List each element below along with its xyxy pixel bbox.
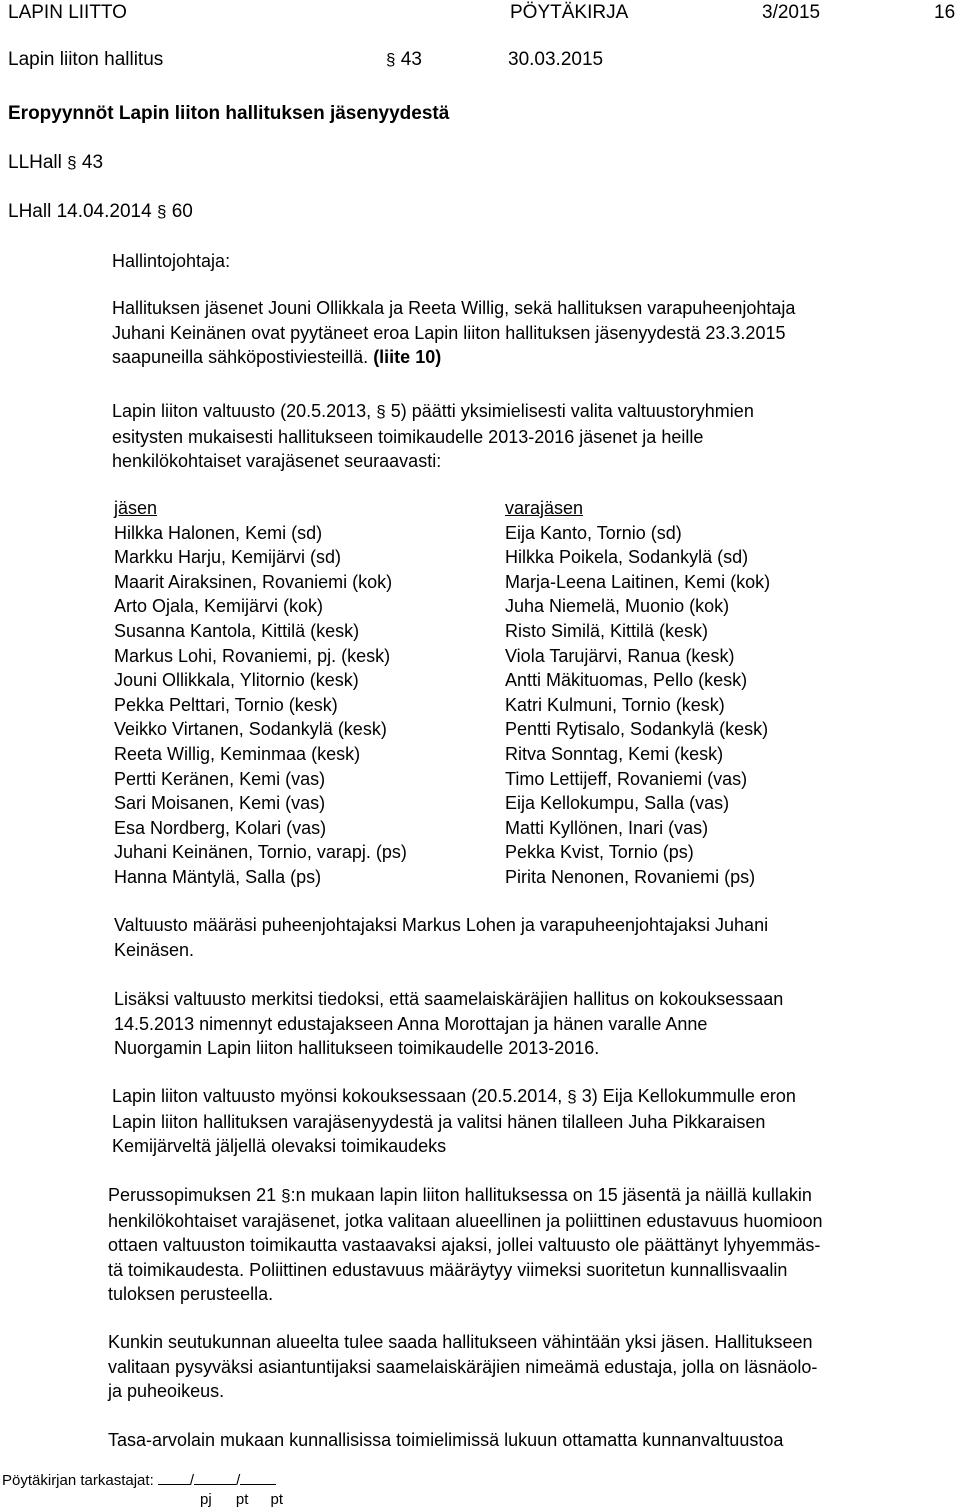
footer-slash-2: / — [236, 1472, 241, 1489]
charter-line-1a: Perussopimuksen 21 — [108, 1185, 277, 1205]
intro-paragraph — [112, 296, 795, 370]
deputy-item: Ritva Sonntag, Kemi (kesk) — [505, 743, 724, 764]
member-item: Sari Moisanen, Kemi (vas) — [114, 793, 326, 814]
member-item: Hilkka Halonen, Kemi (sd) — [114, 522, 323, 543]
charter-paragraph — [108, 1183, 822, 1307]
ref-lhall — [8, 201, 193, 223]
council-section-sign: § — [376, 402, 386, 421]
sami-line-1: Lisäksi valtuusto merkitsi tiedoksi, että saamelaiskäräjien hallitus on kokouksessaan — [114, 989, 784, 1009]
deputy-item: Pekka Kvist, Tornio (ps) — [505, 842, 694, 863]
ref-llhall — [8, 152, 103, 174]
section-number: 43 — [400, 49, 422, 70]
member-item: Veikko Virtanen, Sodankylä (kesk) — [114, 719, 387, 740]
attachment-ref: (liite 10) — [373, 347, 442, 368]
equality-paragraph — [108, 1428, 783, 1453]
sami-paragraph — [114, 987, 783, 1061]
member-item: Maarit Airaksinen, Rovaniemi (kok) — [114, 571, 393, 592]
page-number: 16 — [934, 2, 956, 23]
member-item: Esa Nordberg, Kolari (vas) — [114, 817, 327, 838]
footer-sign-line-1 — [158, 1470, 190, 1485]
footer-reviewers — [2, 1470, 276, 1490]
intro-line-1: Hallituksen jäsenet Jouni Ollikkala ja Reeta Willig, sekä hallituksen varapuheenjohtaja — [112, 298, 796, 318]
chairs-line-1: Valtuusto määräsi puheenjohtajaksi Markus Lohen ja varapuheenjohtajaksi Juhani — [114, 915, 769, 935]
council-line-1b: 5) päätti yksimielisesti valita valtuustoryhmien — [390, 401, 754, 421]
member-item: Hanna Mäntylä, Salla (ps) — [114, 866, 322, 887]
doc-number: 3/2015 — [762, 2, 821, 23]
ref-llhall-number: 43 — [81, 152, 104, 173]
release-line-1 — [112, 1084, 796, 1110]
council-line-3: henkilökohtaiset varajäsenet seuraavasti: — [112, 451, 442, 472]
release-line-1b: 3) Eija Kellokummulle eron — [581, 1086, 796, 1106]
section-sign: § — [386, 50, 396, 69]
member-item: Juhani Keinänen, Tornio, varapj. (ps) — [114, 842, 407, 863]
release-line-1a: Lapin liiton valtuusto myönsi kokouksessaan (20.5.2014, — [112, 1086, 563, 1106]
charter-line-3: ottaen valtuuston toimikautta vastaavaksi ajaksi, jollei valtuusto ole päättänyt lyhyemmäs- — [108, 1235, 821, 1256]
deputies-column — [505, 496, 770, 890]
page-title: Eropyynnöt Lapin liiton hallituksen jäsenyydestä — [8, 103, 450, 124]
section-ref — [386, 49, 422, 71]
ref-llhall-label: LLHall — [8, 152, 62, 173]
chairs-paragraph — [114, 913, 768, 962]
release-line-2: Lapin liiton hallituksen varajäsenyydestä ja valitsi hänen tilalleen Juha Pikkaraisen — [112, 1111, 766, 1132]
member-item: Markku Harju, Kemijärvi (sd) — [114, 547, 342, 568]
ref-lhall-sign: § — [156, 202, 167, 221]
release-line-3: Kemijärveltä jäljellä olevaksi toimikaudeks — [112, 1136, 447, 1157]
charter-section-sign: § — [281, 1186, 291, 1205]
release-paragraph — [112, 1084, 796, 1159]
council-line-1a: Lapin liiton valtuusto (20.5.2013, — [112, 401, 372, 421]
charter-line-4: tä toimikaudesta. Poliittinen edustavuus määräytyy viimeksi suoritetun kunnallisvaalin — [108, 1259, 788, 1280]
deputy-item: Antti Mäkituomas, Pello (kesk) — [505, 670, 748, 691]
doc-type: PÖYTÄKIRJA — [510, 2, 629, 23]
intro-line-3 — [112, 345, 795, 370]
deputy-item: Matti Kyllönen, Inari (vas) — [505, 817, 709, 838]
council-line-2: esitysten mukaisesti hallitukseen toimikaudelle 2013-2016 jäsenet ja heille — [112, 426, 704, 447]
release-section-sign: § — [567, 1087, 577, 1106]
deputy-item: Timo Lettijeff, Rovaniemi (vas) — [505, 768, 748, 789]
deputy-item: Viola Tarujärvi, Ranua (kesk) — [505, 645, 735, 666]
ref-llhall-sign: § — [67, 153, 77, 172]
sami-line-3: Nuorgamin Lapin liiton hallitukseen toimikaudelle 2013-2016. — [114, 1038, 600, 1059]
member-item: Arto Ojala, Kemijärvi (kok) — [114, 596, 324, 617]
members-column — [114, 496, 407, 890]
ref-lhall-label: LHall 14.04.2014 — [8, 201, 152, 222]
members-list — [114, 521, 407, 890]
intro-line-2: Juhani Keinänen ovat pyytäneet eroa Lapin liiton hallituksen jäsenyydestä 23.3.2015 — [112, 322, 786, 343]
deputy-item: Risto Similä, Kittilä (kesk) — [505, 620, 709, 641]
deputy-item: Pirita Nenonen, Rovaniemi (ps) — [505, 866, 756, 887]
deputies-header: varajäsen — [505, 498, 584, 518]
charter-line-1 — [108, 1183, 822, 1209]
council-paragraph — [112, 399, 754, 474]
member-item: Pertti Keränen, Kemi (vas) — [114, 768, 326, 789]
charter-line-1b: :n mukaan lapin liiton hallituksessa on 15 jäsentä ja näillä kullakin — [290, 1185, 812, 1205]
members-header: jäsen — [114, 498, 158, 518]
footer-initial-pj: pj — [200, 1491, 212, 1508]
council-line-1 — [112, 399, 754, 425]
region-line-3: ja puheoikeus. — [108, 1381, 225, 1402]
footer-sign-line-2 — [194, 1470, 236, 1485]
member-item: Reeta Willig, Keminmaa (kesk) — [114, 743, 361, 764]
meeting-date: 30.03.2015 — [508, 49, 604, 70]
org-name: LAPIN LIITTO — [8, 2, 127, 23]
preparer-label: Hallintojohtaja: — [112, 251, 231, 271]
board-name: Lapin liiton hallitus — [8, 49, 164, 70]
sami-line-2: 14.5.2013 nimennyt edustajakseen Anna Morottajan ja hänen varalle Anne — [114, 1013, 708, 1034]
footer-slash-1: / — [189, 1472, 195, 1489]
charter-line-5: tuloksen perusteella. — [108, 1284, 274, 1305]
member-item: Jouni Ollikkala, Ylitornio (kesk) — [114, 670, 359, 691]
deputy-item: Marja-Leena Laitinen, Kemi (kok) — [505, 571, 771, 592]
footer-initial-pt-2: pt — [270, 1491, 284, 1508]
region-paragraph — [108, 1330, 817, 1404]
deputy-item: Juha Niemelä, Muonio (kok) — [505, 596, 730, 617]
deputy-item: Pentti Rytisalo, Sodankylä (kesk) — [505, 719, 769, 740]
deputy-item: Eija Kanto, Tornio (sd) — [505, 522, 682, 543]
equality-line-1: Tasa-arvolain mukaan kunnallisissa toimielimissä lukuun ottamatta kunnanvaltuustoa — [108, 1430, 784, 1450]
chairs-line-2: Keinäsen. — [114, 939, 195, 960]
deputies-list — [505, 521, 770, 890]
footer-label: Pöytäkirjan tarkastajat: — [2, 1472, 154, 1489]
deputy-item: Hilkka Poikela, Sodankylä (sd) — [505, 547, 749, 568]
member-item: Markus Lohi, Rovaniemi, pj. (kesk) — [114, 645, 391, 666]
region-line-2: valitaan pysyväksi asiantuntijaksi saamelaiskäräjien nimeämä edustaja, jolla on läsnäolo- — [108, 1356, 818, 1377]
footer-initial-pt-1: pt — [235, 1491, 249, 1508]
footer-sign-line-3 — [240, 1470, 276, 1485]
deputy-item: Eija Kellokumpu, Salla (vas) — [505, 793, 730, 814]
member-item: Pekka Pelttari, Tornio (kesk) — [114, 694, 338, 715]
deputy-item: Katri Kulmuni, Tornio (kesk) — [505, 694, 725, 715]
footer-initials — [200, 1491, 283, 1509]
charter-line-2: henkilökohtaiset varajäsenet, jotka valitaan alueellinen ja poliittinen edustavuus huomioon — [108, 1210, 823, 1231]
region-line-1: Kunkin seutukunnan alueelta tulee saada hallitukseen vähintään yksi jäsen. Hallitukseen — [108, 1332, 813, 1352]
intro-line-3-text: saapuneilla sähköpostiviesteillä. — [112, 347, 369, 368]
member-item: Susanna Kantola, Kittilä (kesk) — [114, 620, 360, 641]
ref-lhall-number: 60 — [171, 201, 193, 222]
